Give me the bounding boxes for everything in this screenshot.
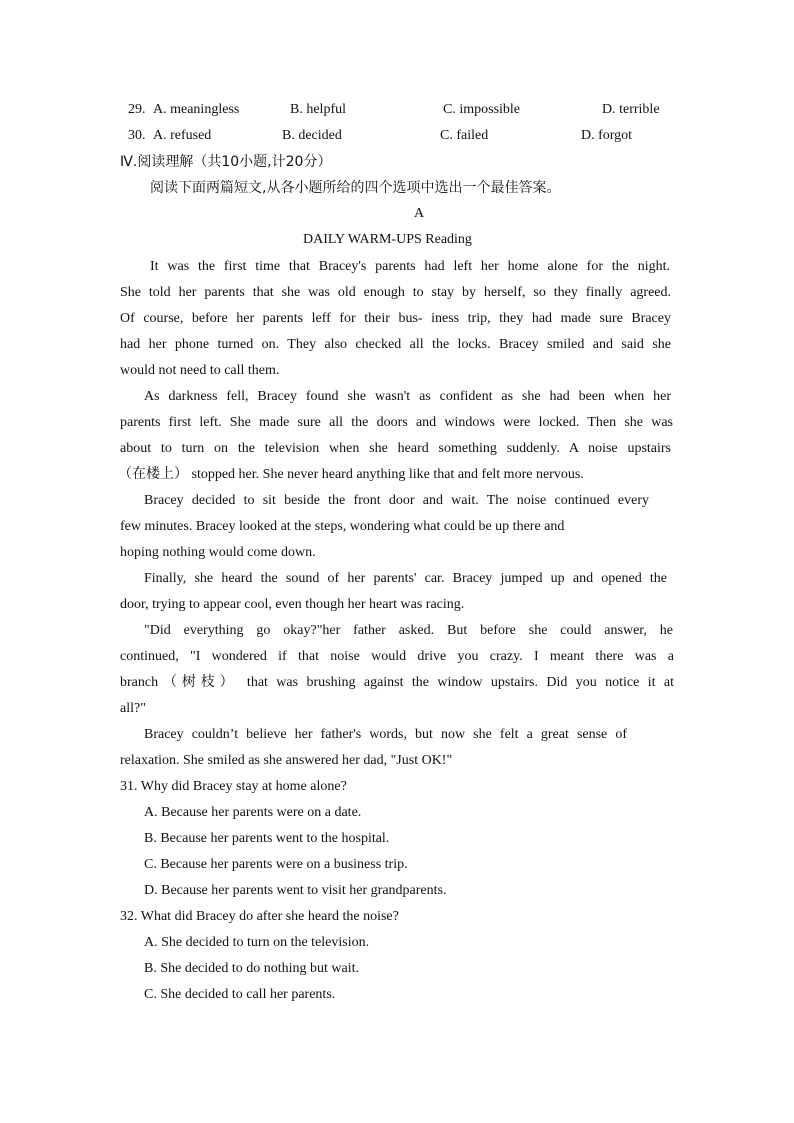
choice-option-a: A. refused: [153, 128, 212, 143]
passage-line: relaxation. She smiled as she answered her dad, "Just OK!": [120, 753, 453, 768]
passage-line: As darkness fell, Bracey found she wasn't as confident as she had been when her: [144, 389, 671, 404]
question-31-option-a: A. Because her parents were on a date.: [144, 805, 362, 820]
passage-line: continued, "I wondered if that noise would drive you crazy. I meant there was a: [120, 649, 674, 664]
choice-option-b: B. decided: [282, 128, 342, 143]
passage-line: Bracey decided to sit beside the front door and wait. The noise continued every: [144, 493, 649, 508]
choice-number: 29.: [128, 102, 146, 117]
choice-option-d: D. terrible: [602, 102, 660, 117]
passage-line: all?": [120, 701, 146, 716]
passage-line: about to turn on the television when she heard something suddenly. A noise upstairs: [120, 441, 671, 456]
passage-line: Of course, before her parents leff for their bus- iness trip, they had made sure Bracey: [120, 311, 671, 326]
passage-line: would not need to call them.: [120, 363, 280, 378]
passage-line: It was the first time that Bracey's parents had left her home alone for the night.: [150, 259, 670, 274]
question-32-option-b: B. She decided to do nothing but wait.: [144, 961, 360, 976]
passage-line: （在楼上） stopped her. She never heard anything like that and felt more nervous.: [118, 467, 584, 482]
choice-option-d: D. forgot: [581, 128, 633, 143]
choice-30: [128, 126, 211, 146]
passage-label: A: [414, 206, 425, 221]
passage-line: Bracey couldn’t believe her father's words, but now she felt a great sense of: [144, 727, 627, 742]
passage-line: Finally, she heard the sound of her parents' car. Bracey jumped up and opened the: [144, 571, 667, 586]
question-32-stem: 32. What did Bracey do after she heard the noise?: [120, 909, 399, 924]
choice-option-b: B. helpful: [290, 102, 346, 117]
passage-line: hoping nothing would come down.: [120, 545, 316, 560]
passage-title: DAILY WARM-UPS Reading: [303, 232, 472, 247]
question-31-option-c: C. Because her parents were on a business trip.: [144, 857, 408, 872]
passage-line: few minutes. Bracey looked at the steps, wondering what could be up there and: [120, 519, 565, 534]
passage-line: parents first left. She made sure all the doors and windows were locked. Then she was: [120, 415, 673, 430]
passage-line: "Did everything go okay?"her father asked. But before she could answer, he: [144, 623, 673, 638]
section-instruction: 阅读下面两篇短文,从各小题所给的四个选项中选出一个最佳答案。: [150, 180, 561, 196]
question-32-option-a: A. She decided to turn on the television.: [144, 935, 370, 950]
question-31-stem: 31. Why did Bracey stay at home alone?: [120, 779, 347, 794]
question-32-option-c: C. She decided to call her parents.: [144, 987, 336, 1002]
passage-line: had her phone turned on. They also checked all the locks. Bracey smiled and said she: [120, 337, 671, 352]
passage-line: door, trying to appear cool, even though her heart was racing.: [120, 597, 465, 612]
choice-option-c: C. impossible: [443, 102, 521, 117]
choice-29: [128, 100, 239, 120]
passage-line: branch（树枝） that was brushing against the window upstairs. Did you notice it at: [120, 675, 674, 690]
choice-number: 30.: [128, 128, 146, 143]
question-31-option-b: B. Because her parents went to the hospital.: [144, 831, 390, 846]
section-heading: Ⅳ.阅读理解（共10小题,计20分）: [120, 154, 332, 170]
choice-option-c: C. failed: [440, 128, 489, 143]
passage-line: She told her parents that she was old enough to stay by herself, so they finally agreed.: [120, 285, 671, 300]
question-31-option-d: D. Because her parents went to visit her grandparents.: [144, 883, 447, 898]
choice-option-a: A. meaningless: [153, 102, 240, 117]
